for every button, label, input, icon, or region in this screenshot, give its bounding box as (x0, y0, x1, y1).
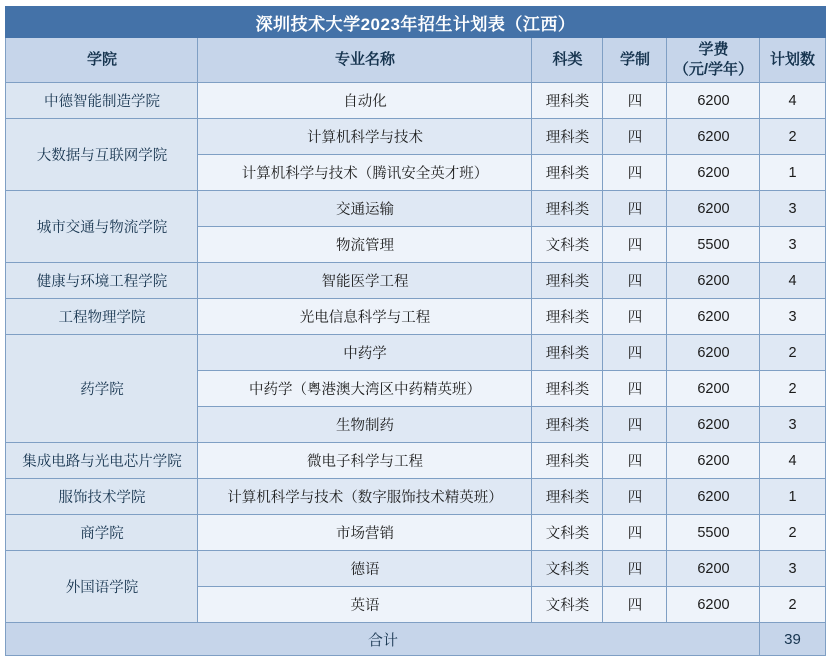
cell-length: 四 (603, 263, 667, 299)
cell-count: 4 (760, 83, 825, 119)
table-row (6, 443, 825, 479)
cell-major: 计算机科学与技术 (198, 119, 532, 155)
cell-length: 四 (603, 83, 667, 119)
cell-count: 2 (760, 371, 825, 407)
cell-college: 大数据与互联网学院 (6, 119, 198, 191)
table-title-row (6, 7, 825, 38)
cell-major: 自动化 (198, 83, 532, 119)
column-header-count: 计划数 (760, 38, 825, 83)
cell-count: 1 (760, 155, 825, 191)
cell-fee: 6200 (667, 371, 760, 407)
cell-length: 四 (603, 587, 667, 623)
cell-major: 交通运输 (198, 191, 532, 227)
table-row (6, 299, 825, 335)
cell-type: 理科类 (532, 479, 603, 515)
table-row (6, 551, 825, 587)
table-row (6, 191, 825, 227)
cell-count: 1 (760, 479, 825, 515)
cell-fee: 6200 (667, 191, 760, 227)
column-header-length: 学制 (603, 38, 667, 83)
cell-length: 四 (603, 515, 667, 551)
cell-count: 2 (760, 119, 825, 155)
cell-length: 四 (603, 479, 667, 515)
cell-count: 3 (760, 551, 825, 587)
cell-count: 2 (760, 515, 825, 551)
cell-college: 外国语学院 (6, 551, 198, 623)
table-row (6, 479, 825, 515)
cell-major: 计算机科学与技术（数字服饰技术精英班） (198, 479, 532, 515)
cell-type: 理科类 (532, 335, 603, 371)
cell-type: 理科类 (532, 299, 603, 335)
cell-type: 理科类 (532, 443, 603, 479)
cell-major: 物流管理 (198, 227, 532, 263)
cell-fee: 6200 (667, 155, 760, 191)
table-body (6, 83, 825, 623)
cell-length: 四 (603, 371, 667, 407)
cell-major: 中药学（粤港澳大湾区中药精英班） (198, 371, 532, 407)
total-value: 39 (760, 623, 825, 656)
cell-college: 健康与环境工程学院 (6, 263, 198, 299)
column-header-type: 科类 (532, 38, 603, 83)
cell-fee: 5500 (667, 515, 760, 551)
cell-fee: 6200 (667, 335, 760, 371)
cell-type: 理科类 (532, 191, 603, 227)
cell-type: 理科类 (532, 371, 603, 407)
column-header-fee (667, 38, 760, 83)
cell-type: 理科类 (532, 407, 603, 443)
table-row (6, 119, 825, 155)
table-row (6, 515, 825, 551)
cell-count: 3 (760, 299, 825, 335)
cell-college: 工程物理学院 (6, 299, 198, 335)
cell-length: 四 (603, 551, 667, 587)
cell-fee: 6200 (667, 299, 760, 335)
cell-type: 文科类 (532, 515, 603, 551)
cell-length: 四 (603, 335, 667, 371)
table-row (6, 83, 825, 119)
total-label: 合计 (6, 623, 760, 656)
table-header-row (6, 38, 825, 83)
column-header-major: 专业名称 (198, 38, 532, 83)
cell-college: 药学院 (6, 335, 198, 443)
cell-count: 4 (760, 443, 825, 479)
cell-count: 3 (760, 227, 825, 263)
cell-fee: 6200 (667, 551, 760, 587)
cell-major: 生物制药 (198, 407, 532, 443)
cell-type: 文科类 (532, 551, 603, 587)
cell-count: 4 (760, 263, 825, 299)
cell-major: 市场营销 (198, 515, 532, 551)
cell-length: 四 (603, 299, 667, 335)
cell-length: 四 (603, 443, 667, 479)
cell-fee: 6200 (667, 83, 760, 119)
cell-major: 光电信息科学与工程 (198, 299, 532, 335)
cell-major: 微电子科学与工程 (198, 443, 532, 479)
cell-fee: 6200 (667, 263, 760, 299)
cell-college: 商学院 (6, 515, 198, 551)
cell-count: 2 (760, 335, 825, 371)
cell-type: 理科类 (532, 83, 603, 119)
table-row (6, 263, 825, 299)
cell-fee: 6200 (667, 407, 760, 443)
cell-major: 智能医学工程 (198, 263, 532, 299)
cell-type: 理科类 (532, 263, 603, 299)
cell-college: 城市交通与物流学院 (6, 191, 198, 263)
admission-plan-table (5, 6, 825, 656)
cell-fee: 6200 (667, 587, 760, 623)
cell-length: 四 (603, 407, 667, 443)
cell-major: 德语 (198, 551, 532, 587)
cell-length: 四 (603, 191, 667, 227)
table-row (6, 335, 825, 371)
cell-major: 计算机科学与技术（腾讯安全英才班） (198, 155, 532, 191)
cell-college: 集成电路与光电芯片学院 (6, 443, 198, 479)
cell-fee: 5500 (667, 227, 760, 263)
cell-length: 四 (603, 155, 667, 191)
column-header-college: 学院 (6, 38, 198, 83)
cell-count: 3 (760, 191, 825, 227)
cell-count: 2 (760, 587, 825, 623)
cell-length: 四 (603, 227, 667, 263)
cell-type: 文科类 (532, 227, 603, 263)
cell-major: 英语 (198, 587, 532, 623)
page-title: 深圳技术大学2023年招生计划表（江西） (6, 7, 825, 38)
cell-college: 中德智能制造学院 (6, 83, 198, 119)
cell-count: 3 (760, 407, 825, 443)
cell-type: 文科类 (532, 587, 603, 623)
admission-plan-sheet (0, 6, 831, 649)
cell-type: 理科类 (532, 119, 603, 155)
table-total-row (6, 623, 825, 656)
column-header-fee-line2: （元/学年） (673, 61, 754, 78)
cell-length: 四 (603, 119, 667, 155)
cell-fee: 6200 (667, 119, 760, 155)
cell-fee: 6200 (667, 443, 760, 479)
cell-college: 服饰技术学院 (6, 479, 198, 515)
cell-major: 中药学 (198, 335, 532, 371)
cell-fee: 6200 (667, 479, 760, 515)
column-header-fee-line1: 学费 (698, 41, 729, 58)
cell-type: 理科类 (532, 155, 603, 191)
